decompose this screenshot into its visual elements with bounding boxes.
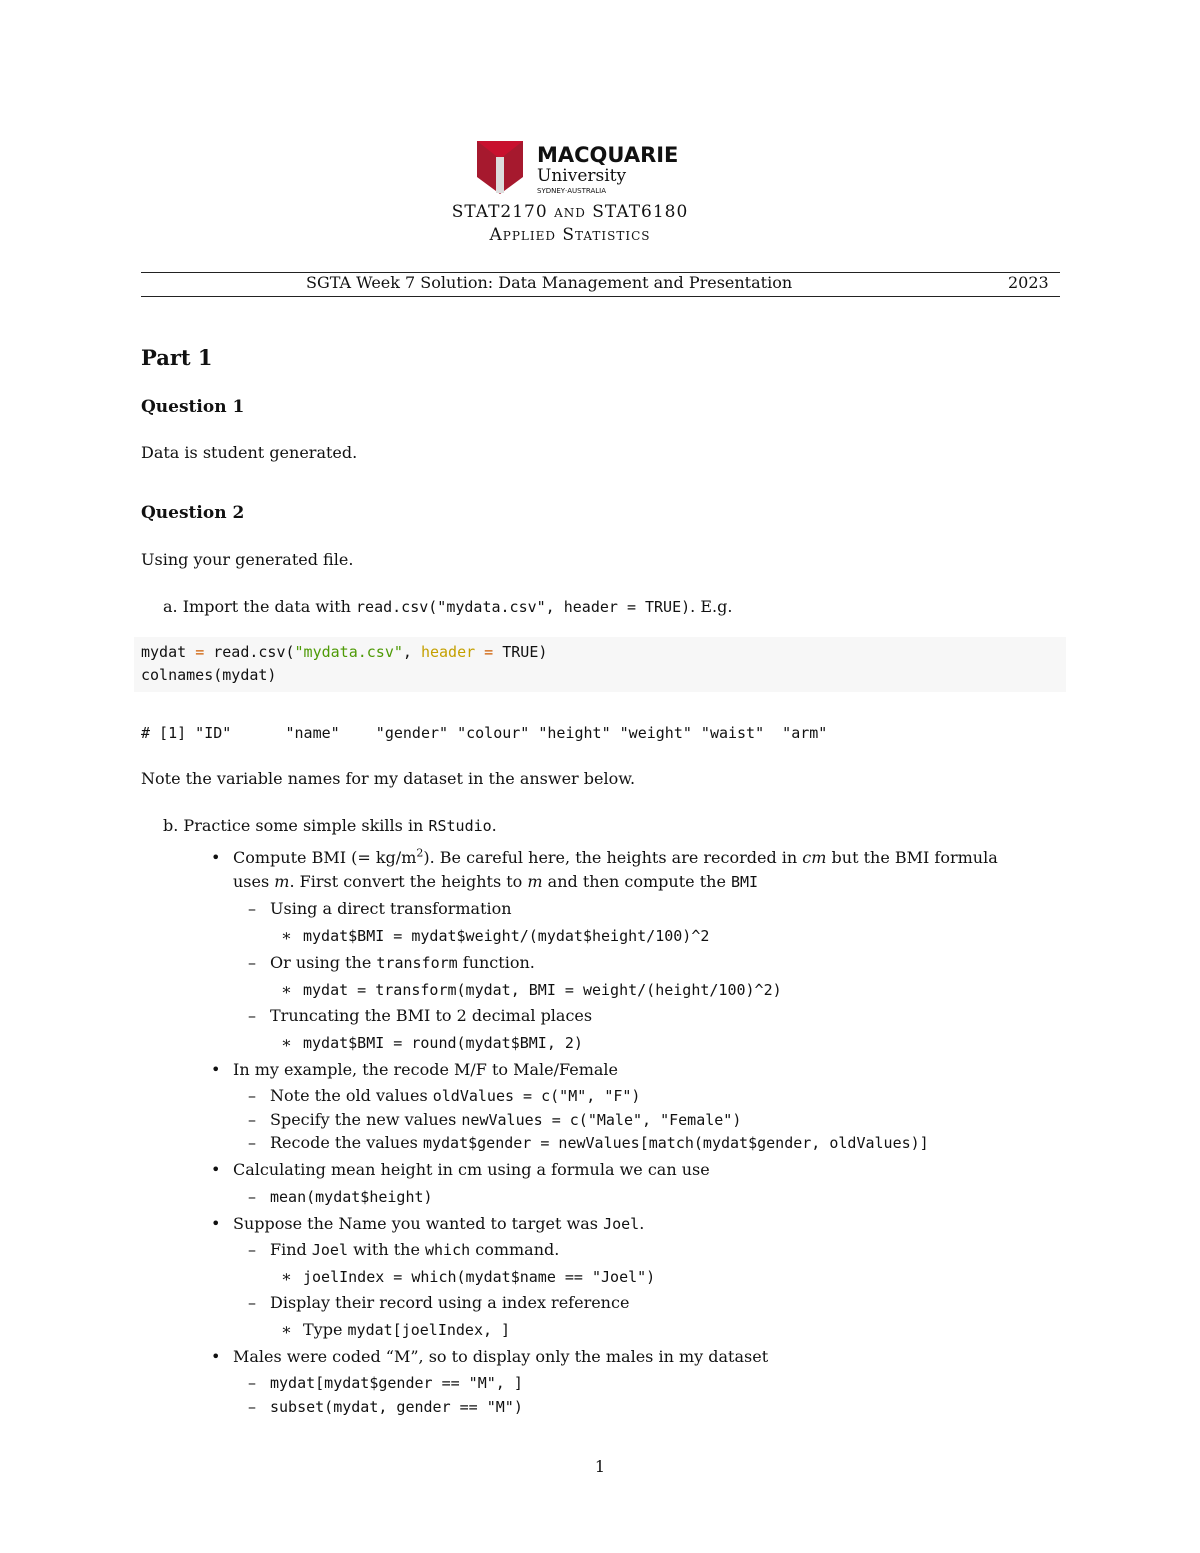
code-output: # [1] "ID" "name" "gender" "colour" "height" "weight" "waist" "arm" xyxy=(141,724,828,742)
text: Type xyxy=(303,1320,348,1339)
text: but the BMI formula xyxy=(826,848,998,867)
inline-code: BMI xyxy=(731,873,759,891)
list-item xyxy=(248,1240,560,1260)
list-item xyxy=(248,1006,593,1026)
text: Compute BMI (= kg/m xyxy=(233,848,417,867)
inline-code: mydat$BMI = round(mydat$BMI, 2) xyxy=(303,1034,583,1052)
text: Note the old values xyxy=(270,1086,433,1105)
text: In my example, the recode M/F to Male/Female xyxy=(233,1060,619,1079)
text: Display their record using a index reference xyxy=(270,1293,630,1312)
text: m xyxy=(274,872,290,891)
text: Practice some simple skills in xyxy=(183,816,429,835)
bullet-marker: – xyxy=(248,899,256,918)
text: Males were coded “M”, so to display only the males in my dataset xyxy=(233,1347,769,1366)
text: function. xyxy=(457,953,535,972)
question-2-text: Using your generated file. xyxy=(141,550,354,569)
list-item xyxy=(281,980,782,1000)
item-a xyxy=(163,597,732,617)
list-item xyxy=(248,1110,742,1130)
code: = xyxy=(475,643,503,661)
bullet-marker: ∗ xyxy=(281,1320,292,1339)
text: Calculating mean height in cm using a formula we can use xyxy=(233,1160,710,1179)
text: Suppose the Name you wanted to target was xyxy=(233,1214,604,1233)
code: = xyxy=(195,643,205,661)
text: Import the data with xyxy=(182,597,357,616)
text: . xyxy=(639,1214,645,1233)
bullet-marker: – xyxy=(248,1240,256,1259)
text: Using a direct transformation xyxy=(270,899,512,918)
list-item xyxy=(248,1373,523,1393)
inline-code: mydat$BMI = mydat$weight/(mydat$height/100)^2 xyxy=(303,927,710,945)
code-line-1 xyxy=(141,642,547,662)
list-item xyxy=(248,1397,523,1417)
inline-code: mean(mydat$height) xyxy=(270,1188,433,1206)
bullet-marker: • xyxy=(211,1060,221,1079)
svg-text:SYDNEY·AUSTRALIA: SYDNEY·AUSTRALIA xyxy=(537,187,607,195)
inline-code: which xyxy=(425,1241,471,1259)
text: Find xyxy=(270,1240,312,1259)
list-item xyxy=(248,1133,929,1153)
list-item xyxy=(211,1160,710,1180)
list-item xyxy=(211,1214,645,1234)
inline-code: transform xyxy=(376,954,458,972)
item-a-label: a. xyxy=(163,597,178,616)
list-item xyxy=(248,953,535,973)
inline-code: read.csv("mydata.csv", header = TRUE) xyxy=(356,598,691,616)
list-item xyxy=(248,1086,641,1106)
inline-code: joelIndex = which(mydat$name == "Joel") xyxy=(303,1268,656,1286)
text: m xyxy=(527,872,543,891)
inline-code: Joel xyxy=(603,1215,640,1233)
text: Or using the xyxy=(270,953,377,972)
inline-code: RStudio xyxy=(428,817,492,835)
doc-year: 2023 xyxy=(1008,273,1049,292)
list-item xyxy=(248,1293,630,1313)
text: ). Be careful here, the heights are recorded in xyxy=(423,848,803,867)
list-item xyxy=(281,1320,511,1340)
code-string: "mydata.csv" xyxy=(294,643,403,661)
code: mydat xyxy=(141,643,196,661)
page-number: 1 xyxy=(594,1457,606,1476)
text: Truncating the BMI to 2 decimal places xyxy=(270,1006,593,1025)
inline-code: subset(mydat, gender == "M") xyxy=(270,1398,523,1416)
inline-code: mydat[mydat$gender == "M", ] xyxy=(270,1374,523,1392)
text: uses xyxy=(233,872,275,891)
list-item xyxy=(281,1267,656,1287)
text: . E.g. xyxy=(690,597,733,616)
subject-title: Applied Statistics xyxy=(489,225,651,245)
bullet-marker: ∗ xyxy=(281,926,292,945)
bullet-marker: – xyxy=(248,1086,256,1105)
bullet-marker: – xyxy=(248,1397,256,1416)
list-item xyxy=(211,1060,619,1080)
bullet-marker: – xyxy=(248,1133,256,1152)
text: with the xyxy=(347,1240,425,1259)
list-item xyxy=(281,926,710,946)
text: . xyxy=(491,816,497,835)
macquarie-logo xyxy=(477,141,679,196)
bullet-marker: ∗ xyxy=(281,1267,292,1286)
text: and then compute the xyxy=(542,872,731,891)
code: , xyxy=(402,643,421,661)
text: Recode the values xyxy=(270,1133,423,1152)
list-item xyxy=(211,846,998,868)
bullet-marker: – xyxy=(248,1110,256,1129)
inline-code: newValues = c("Male", "Female") xyxy=(461,1111,742,1129)
inline-code: mydat[joelIndex, ] xyxy=(347,1321,511,1339)
course-codes: STAT2170 and STAT6180 xyxy=(451,202,689,222)
list-item xyxy=(248,1187,433,1207)
bullet-marker: ∗ xyxy=(281,980,292,999)
list-item xyxy=(233,872,758,892)
svg-text:University: University xyxy=(537,166,627,186)
text: cm xyxy=(802,848,827,867)
bullet-marker: – xyxy=(248,1293,256,1312)
part-heading: Part 1 xyxy=(141,345,213,370)
inline-code: oldValues = c("M", "F") xyxy=(432,1087,641,1105)
bullet-marker: • xyxy=(211,848,221,867)
bullet-marker: ∗ xyxy=(281,1033,292,1052)
list-item xyxy=(281,1033,583,1053)
inline-code: mydat = transform(mydat, BMI = weight/(height/100)^2) xyxy=(303,981,782,999)
code: read.csv( xyxy=(204,643,295,661)
text: Specify the new values xyxy=(270,1110,462,1129)
inline-code: Joel xyxy=(311,1241,348,1259)
question-1-heading: Question 1 xyxy=(141,397,245,417)
bullet-marker: • xyxy=(211,1347,221,1366)
bullet-marker: – xyxy=(248,953,256,972)
inline-code: mydat$gender = newValues[match(mydat$gender, oldValues)] xyxy=(422,1134,929,1152)
question-1-text: Data is student generated. xyxy=(141,443,358,462)
item-b-label: b. xyxy=(163,816,179,835)
bullet-marker: • xyxy=(211,1160,221,1179)
list-item xyxy=(248,899,512,919)
text: . First convert the heights to xyxy=(289,872,528,891)
bullet-marker: – xyxy=(248,1187,256,1206)
text: command. xyxy=(470,1240,560,1259)
list-item xyxy=(211,1347,769,1367)
bullet-marker: • xyxy=(211,1214,221,1233)
doc-title: SGTA Week 7 Solution: Data Management and Presentation xyxy=(306,273,793,292)
text: 2 xyxy=(416,846,424,860)
item-b xyxy=(163,816,497,836)
svg-text:MACQUARIE: MACQUARIE xyxy=(537,143,679,167)
code-line-2: colnames(mydat) xyxy=(141,666,277,684)
bottom-rule xyxy=(141,296,1060,297)
bullet-marker: – xyxy=(248,1373,256,1392)
note-text: Note the variable names for my dataset in the answer below. xyxy=(141,769,636,788)
question-2-heading: Question 2 xyxy=(141,503,245,523)
code: TRUE) xyxy=(502,643,548,661)
code-argument: header xyxy=(420,643,476,661)
bullet-marker: – xyxy=(248,1006,256,1025)
